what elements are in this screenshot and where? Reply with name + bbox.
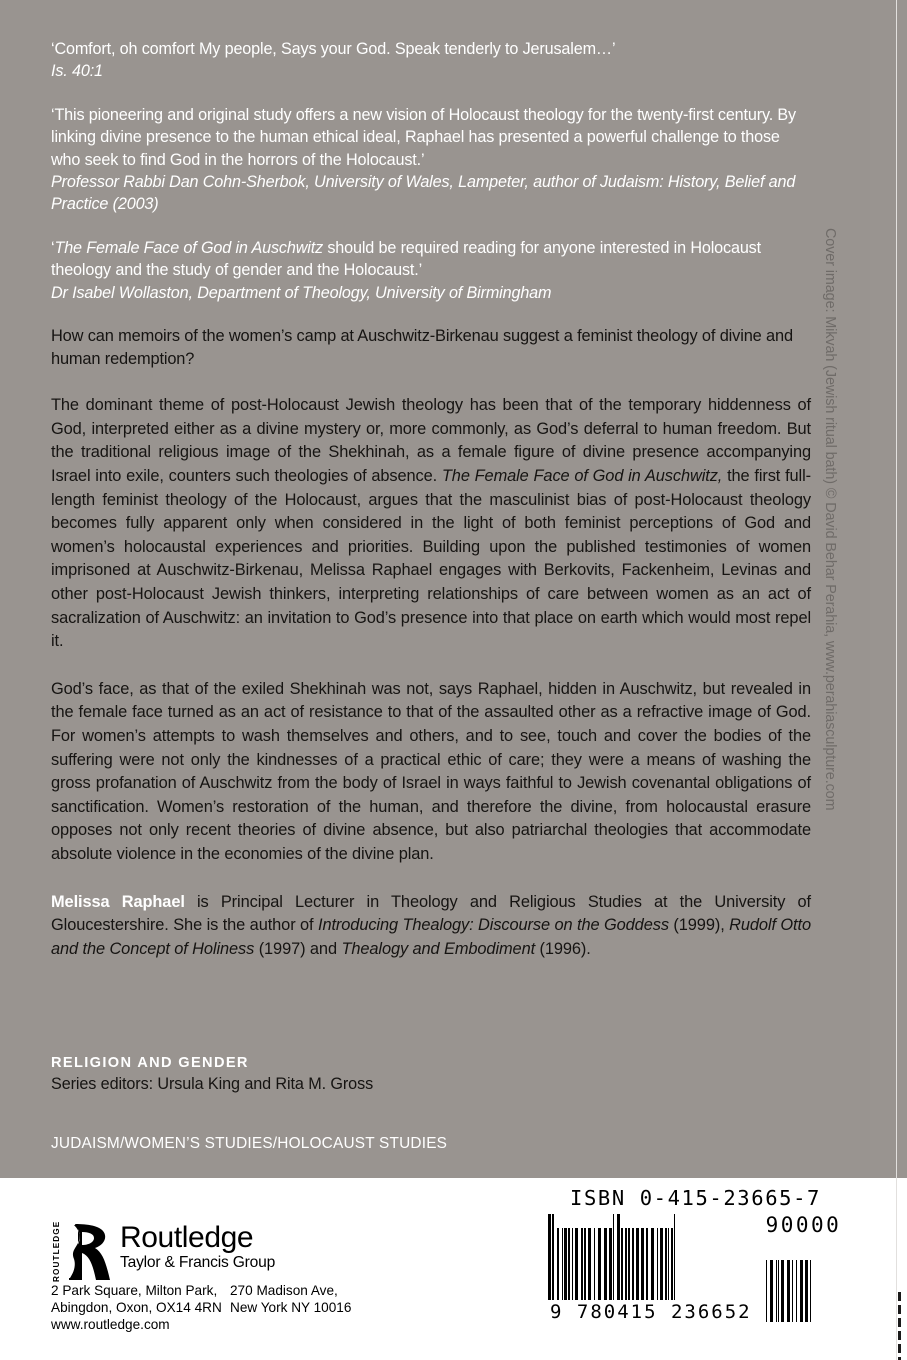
endorsement-2-quote: ‘The Female Face of God in Auschwitz should be required reading for anyone interested in Holocaust theology and the study of gender and the Holocaust.’ (51, 238, 761, 280)
addon-bars (766, 1236, 842, 1322)
publisher-group: Taylor & Francis Group (120, 1254, 276, 1271)
cover-image-credit: Cover image: Mikvah (Jewish ritual bath) © David Behar Perahia, www.perahiasculpture.com (822, 228, 838, 811)
routledge-logo (51, 1222, 275, 1287)
address-us (230, 1282, 430, 1334)
ean13-bars (548, 1214, 752, 1300)
ean13-barcode (548, 1214, 752, 1323)
endorsement-1-quote: ‘This pioneering and original study offers a new vision of Holocaust theology for the twenty-first century. By linking divine presence to the human ethical ideal, Raphael has presented a powerful challenge to those who seek to find God in the horrors of the Holocaust.’ (51, 105, 796, 169)
series-title: RELIGION AND GENDER (51, 1055, 249, 1071)
author-biography: Melissa Raphael is Principal Lecturer in Theology and Religious Studies at the University of Gloucestershire. She is the author of Introducing Thealogy: Discourse on the Goddess (1999), Rudolf Otto and the Concept of Holiness (1997) and Thealogy and Embodiment (1996). (51, 892, 811, 958)
spacer (51, 216, 811, 237)
routledge-vertical-label: ROUTLEDGE (52, 1220, 61, 1282)
cover-right-edge-line (896, 0, 897, 1360)
routledge-r-face-icon (65, 1222, 111, 1287)
lead-question: How can memoirs of the women’s camp at Auschwitz-Birkenau suggest a feminist theology of divine and human redemption? (51, 327, 793, 368)
spacer (51, 654, 811, 678)
epigraph-quote: ‘Comfort, oh comfort My people, Says your God. Speak tenderly to Jerusalem…’ (51, 40, 616, 58)
routledge-wordmark (120, 1222, 275, 1272)
address-us-line-2: New York NY 10016 (230, 1300, 352, 1316)
barcode-addon (766, 1214, 842, 1322)
barcode-group (548, 1214, 841, 1323)
series-editors: Series editors: Ursula King and Rita M. Gross (51, 1075, 374, 1093)
cover-text-content (51, 38, 811, 961)
blurb-paragraph-2: God’s face, as that of the exiled Shekhinah was not, says Raphael, hidden in Auschwitz, but revealed in the female face turned as an act of resistance to that of the assaulted other as a refractive image of God. For women’s attempts to wash themselves and others, and to see, touch and cover the bodies of the suffering were not only the kindnesses of a practical ethic of care; they were a means of washing the gross profanation of Auschwitz from the body of Israel in ways faithful to Jewish covenantal obligations of sanctification. Women’s restoration of the human, and therefore the divine, from holocaustal erasure opposes not only recent theories of divine absence, but also patriarchal theologies that accommodate absolute violence in the economies of the divine plan. (51, 679, 811, 863)
blurb-paragraph-1: The dominant theme of post-Holocaust Jewish theology has been that of the temporary hiddenness of God, interpreted either as a divine mystery or, more commonly, as God’s deferral to human freedom. But the traditional religious image of the Shekhinah, as a female figure of divine presence accompanying Israel into exile, counters such theologies of absence. The Female Face of God in Auschwitz, the first full-length feminist theology of the Holocaust, argues that the masculinist bias of post-Holocaust theology becomes fully apparent only when considered in the light of both feminist perceptions of God and women’s holocaustal experiences and priorities. Building upon the published testimonies of women imprisoned at Auschwitz-Birkenau, Melissa Raphael engages with Berkovits, Fackenheim, Levinas and other post-Holocaust Jewish thinkers, interpreting relationships of care between women as an act of sacralization of Auschwitz: an invitation to God’s presence into that place on earth which would most repel it. (51, 396, 811, 651)
publisher-website[interactable]: www.routledge.com (51, 1317, 170, 1333)
address-uk (51, 1282, 230, 1334)
addon-digits: 90000 (765, 1213, 842, 1237)
address-uk-line-1: 2 Park Square, Milton Park, (51, 1283, 218, 1298)
spacer (51, 304, 811, 325)
cover-edge-ticks (898, 1292, 901, 1360)
series-block (51, 1053, 751, 1095)
isbn-label: ISBN 0-415-23665-7 (570, 1186, 821, 1210)
publisher-name: Routledge (120, 1221, 254, 1254)
endorsement-1-attribution: Professor Rabbi Dan Cohn-Sherbok, University of Wales, Lampeter, author of Judaism: History, Belief and Practice (2003) (51, 173, 796, 214)
epigraph-source: Is. 40:1 (51, 62, 103, 81)
spacer (51, 867, 811, 891)
spacer (51, 83, 811, 104)
address-uk-line-2: Abingdon, Oxon, OX14 4RN (51, 1300, 222, 1316)
endorsement-2-attribution: Dr Isabel Wollaston, Department of Theology, University of Birmingham (51, 283, 552, 302)
spacer (51, 370, 811, 394)
address-us-line-1: 270 Madison Ave, (230, 1283, 338, 1298)
ean13-digits: 9 780415 236652 (550, 1301, 752, 1323)
subject-categories: JUDAISM/WOMEN’S STUDIES/HOLOCAUST STUDIES (51, 1135, 448, 1152)
isbn-barcode-area (548, 1186, 841, 1323)
publisher-addresses (51, 1282, 430, 1334)
